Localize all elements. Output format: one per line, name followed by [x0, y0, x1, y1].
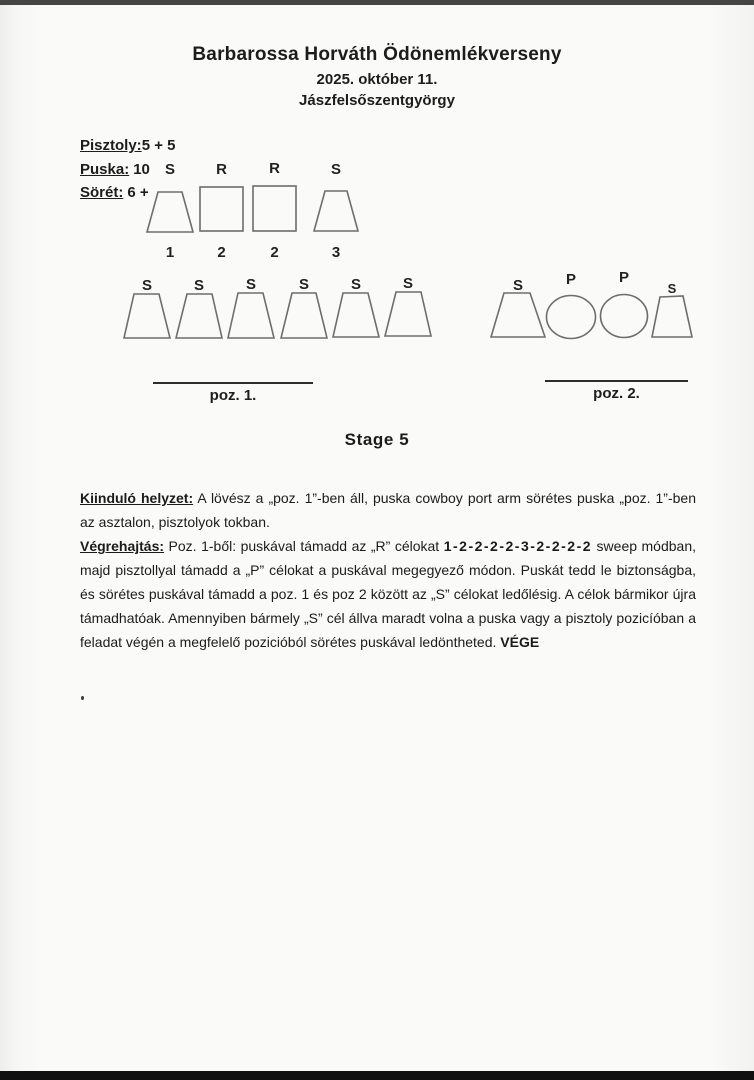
competition-title: Barbarossa Horváth Ödönemlékverseny: [192, 44, 562, 65]
target-letter: S: [298, 276, 309, 293]
ammo-rifle-label: Puska:: [80, 160, 130, 178]
competition-location: Jászfelsőszentgyörgy: [299, 92, 455, 109]
trapezoid-target-shape: [332, 291, 380, 339]
end-word: VÉGE: [500, 634, 540, 650]
target-letter: S: [164, 161, 175, 178]
trapezoid-target-shape: [123, 292, 171, 340]
target-letter: R: [216, 161, 227, 178]
target-letter: S: [193, 277, 204, 294]
target-letter: P: [565, 271, 576, 288]
position-1-label: poz. 1.: [209, 387, 257, 404]
starting-position-label: Kiinduló helyzet:: [80, 490, 194, 506]
position-2-table-line: [545, 380, 688, 382]
trapezoid-target-shape: [146, 190, 194, 234]
target-letter: S: [402, 275, 413, 292]
trapezoid-target-shape: [280, 291, 328, 340]
target-letter: S: [667, 281, 677, 296]
ammo-pistol-row: [80, 134, 175, 158]
ammo-shotgun-value: 6 +: [127, 184, 149, 201]
square-target-shape: [199, 186, 244, 232]
execution-text-2: sweep módban, majd pisztollyal támadd a „P” célokat a puskával megegyező módon. Puskát tedd le biztonságba, és sörétes puskával támadd a poz. 1 és poz 2 között az „S” célokat ledőlésig. A célok bármikor újra támadhatóak. Amennyiben bármely „S” cél állva maradt volna a puska vagy a pisztoly pozicíóban a feladat végén a megfelelő pozicióból sörétes puskával ledöntheted.: [80, 538, 697, 650]
target-shot-count: 2: [217, 244, 226, 261]
target-letter: R: [269, 160, 280, 177]
ellipse-target-shape: [545, 294, 597, 340]
execution-paragraph: [80, 534, 696, 654]
target-shot-count: 2: [270, 244, 279, 261]
stage-title: Stage 5: [344, 430, 410, 449]
execution-text-1: Poz. 1-ből: puskával támadd az „R” célokat: [164, 538, 444, 554]
ellipse-target-shape: [599, 293, 649, 339]
document-header: [0, 44, 754, 109]
scan-edge-bottom: [0, 1071, 754, 1080]
square-target-shape: [252, 185, 297, 232]
trapezoid-target-shape: [651, 295, 693, 339]
target-shot-count: 3: [331, 244, 341, 261]
trapezoid-target-shape: [175, 292, 223, 340]
target-letter: S: [350, 276, 361, 293]
scan-stray-mark: [81, 696, 84, 700]
position-1-table-line: [153, 382, 313, 384]
sweep-sequence: 1-2-2-2-2-3-2-2-2-2: [443, 538, 593, 554]
target-letter: S: [330, 161, 341, 178]
ammo-shotgun-label: Sörét:: [80, 184, 124, 201]
target-letter: P: [618, 269, 629, 286]
ammo-pistol-label: Pisztoly:: [80, 137, 142, 154]
competition-date: 2025. október 11.: [316, 71, 438, 88]
execution-label: Végrehajtás:: [80, 538, 165, 554]
scan-edge-top: [0, 0, 754, 5]
target-shot-count: 1: [165, 244, 175, 261]
target-letter: S: [245, 276, 256, 293]
ammo-rifle-value: 10: [133, 160, 150, 178]
trapezoid-target-shape: [227, 291, 275, 340]
trapezoid-target-shape: [384, 290, 432, 338]
target-letter: S: [512, 277, 523, 294]
trapezoid-target-shape: [313, 189, 359, 233]
ammo-pistol-value: 5 + 5: [141, 137, 176, 154]
starting-position-paragraph: [80, 486, 696, 534]
position-2-label: poz. 2.: [593, 385, 640, 402]
stage-briefing: [80, 486, 696, 654]
starting-position-text: A lövész a „poz. 1”-ben áll, puska cowboy port arm sörétes puska „poz. 1”-ben az asztalon, pisztolyok tokban.: [80, 490, 696, 530]
trapezoid-target-shape: [490, 291, 546, 339]
target-letter: S: [141, 277, 152, 294]
